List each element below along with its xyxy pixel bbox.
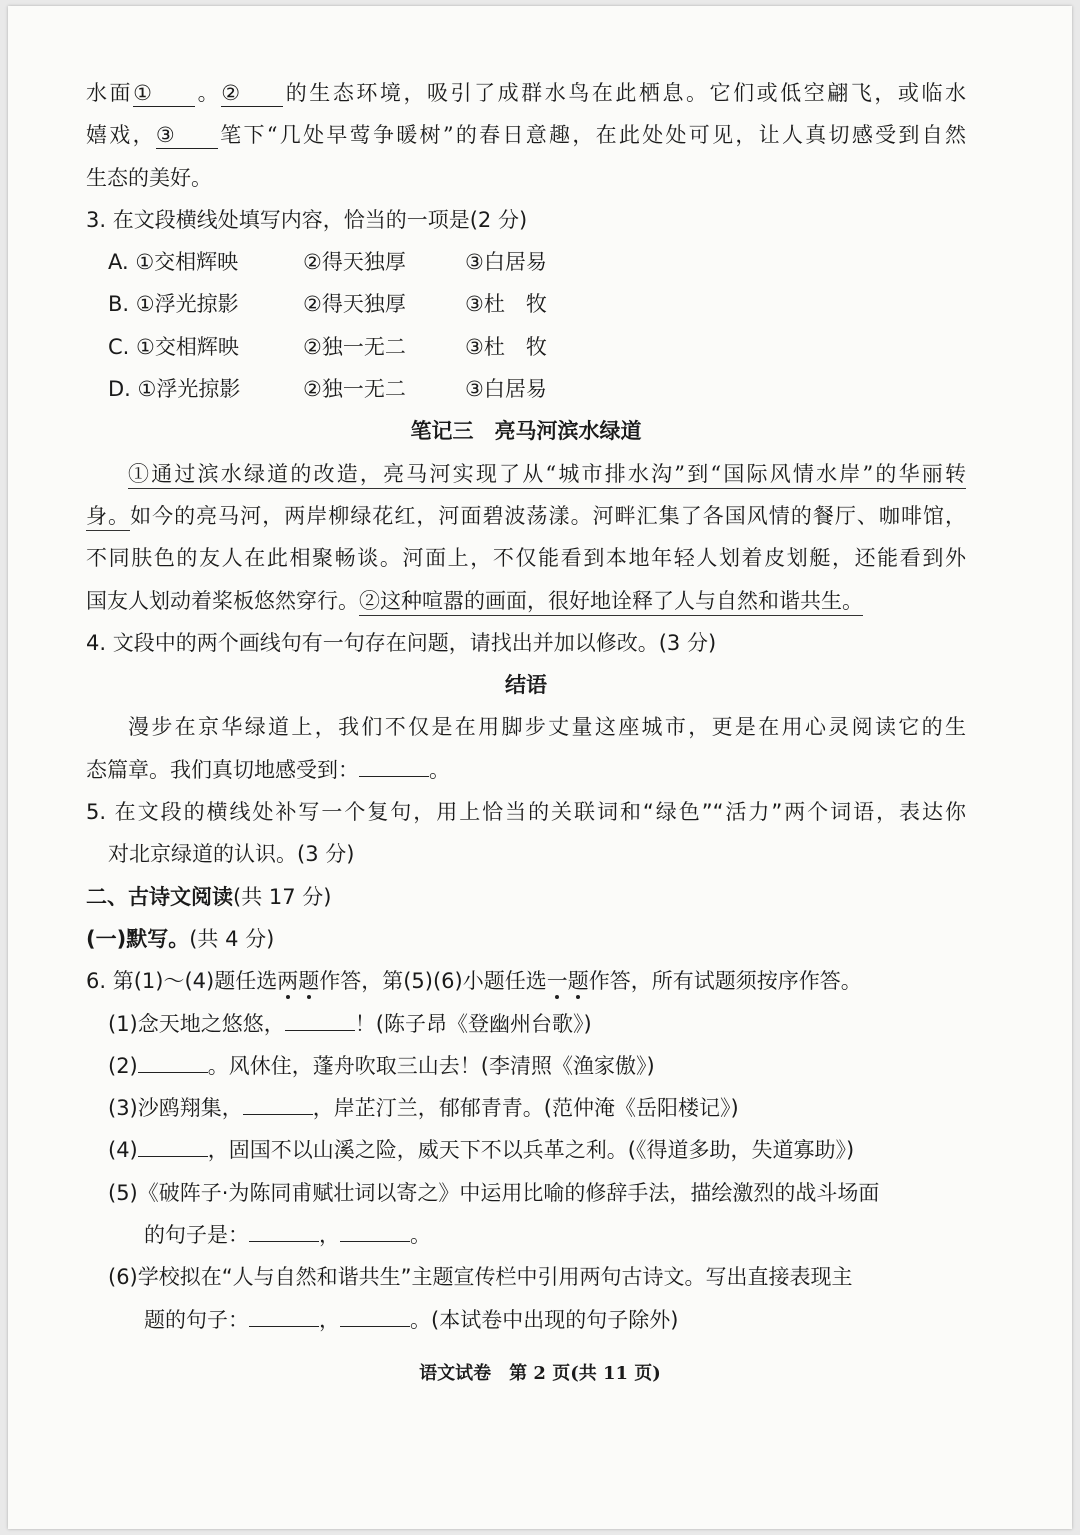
conclusion-blank[interactable] — [359, 776, 429, 777]
passage-line-3: 生态的美好。 — [86, 165, 212, 190]
question-4-stem: 4. 文段中的两个画线句有一句存在问题，请找出并加以修改。(3 分) — [86, 630, 717, 655]
question-6-item-5-cont: 的句子是： ， 。 — [144, 1223, 431, 1248]
passage-line-1: 水面① 。② 的生态环境，吸引了成群水鸟在此栖息。它们或低空翩飞，或临水 — [86, 81, 967, 105]
underlined-sentence-2: ②这种喧嚣的画面，很好地诠释了人与自然和谐共生。 — [359, 589, 863, 616]
conclusion-line-1: 漫步在京华绿道上，我们不仅是在用脚步丈量这座城市，更是在用心灵阅读它的生 — [128, 715, 966, 740]
note-3-title: 笔记三 亮马河滨水绿道 — [410, 419, 642, 444]
question-6-stem: 6. 第(1)～(4)题任选两题作答，第(5)(6)小题任选一题作答，所有试题须按序作答。 — [86, 969, 862, 994]
question-5-line-2: 对北京绿道的认识。(3 分) — [108, 842, 355, 867]
underlined-sentence-1: ①通过滨水绿道的改造，亮马河实现了从“城市排水沟”到“国际风情水岸”的华丽转 — [128, 462, 966, 489]
emphasis-dots-1: 两题 — [277, 969, 320, 994]
answer-blank[interactable] — [285, 1030, 355, 1031]
question-3-option-d[interactable]: D. ①浮光掠影 ②独一无二 ③白居易 — [108, 377, 547, 402]
question-5-line-1: 5. 在文段的横线处补写一个复句，用上恰当的关联词和“绿色”“活力”两个词语，表达你 — [86, 800, 966, 825]
blank-3[interactable]: ③ — [156, 122, 218, 149]
blank-2[interactable]: ② — [221, 80, 283, 107]
blank-1[interactable]: ① — [133, 80, 195, 107]
answer-blank[interactable] — [249, 1326, 319, 1327]
answer-blank[interactable] — [243, 1114, 313, 1115]
answer-blank[interactable] — [138, 1072, 208, 1073]
question-6-item-6-cont: 题的句子： ， 。(本试卷中出现的句子除外) — [144, 1307, 679, 1332]
passage-line-2: 嬉戏，③ 笔下“几处早莺争暖树”的春日意趣，在此处处可见，让人真切感受到自然 — [86, 123, 966, 148]
question-3-option-c[interactable]: C. ①交相辉映 ②独一无二 ③杜 牧 — [108, 334, 547, 359]
conclusion-title: 结语 — [505, 673, 547, 698]
note-3-line-3: 不同肤色的友人在此相聚畅谈。河面上，不仅能看到本地年轻人划着皮划艇，还能看到外 — [86, 546, 966, 571]
section-2-title: 二、古诗文阅读(共 17 分) — [86, 884, 332, 909]
question-6-item-5: (5)《破阵子·为陈同甫赋壮词以寄之》中运用比喻的修辞手法，描绘激烈的战斗场面 — [108, 1180, 880, 1205]
question-6-item-6: (6)学校拟在“人与自然和谐共生”主题宣传栏中引用两句古诗文。写出直接表现主 — [108, 1265, 853, 1290]
exam-page — [8, 6, 1072, 1529]
page-footer: 语文试卷 第 2 页(共 11 页) — [419, 1363, 661, 1384]
emphasis-dots-2: 一题 — [546, 969, 589, 994]
question-6-item-2: (2) 。风休住，蓬舟吹取三山去！(李清照《渔家傲》) — [108, 1053, 655, 1078]
note-3-line-4: 国友人划动着桨板悠然穿行。②这种喧嚣的画面，很好地诠释了人与自然和谐共生。 — [86, 580, 966, 622]
note-3-line-2: 身。如今的亮马河，两岸柳绿花红，河面碧波荡漾。河畔汇集了各国风情的餐厅、咖啡馆， — [86, 495, 966, 537]
question-6-item-3: (3)沙鸥翔集， ，岸芷汀兰，郁郁青青。(范仲淹《岳阳楼记》) — [108, 1096, 739, 1121]
question-6-item-1: (1)念天地之悠悠， ！(陈子昂《登幽州台歌》) — [108, 1011, 592, 1036]
conclusion-line-2: 态篇章。我们真切地感受到： 。 — [86, 757, 450, 782]
question-6-item-4: (4) ，固国不以山溪之险，威天下不以兵革之利。(《得道多助，失道寡助》) — [108, 1138, 855, 1163]
answer-blank[interactable] — [340, 1326, 410, 1327]
question-3-option-a[interactable]: A. ①交相辉映 ②得天独厚 ③白居易 — [108, 250, 547, 275]
answer-blank[interactable] — [249, 1241, 319, 1242]
answer-blank[interactable] — [340, 1241, 410, 1242]
section-2-subtitle: (一)默写。(共 4 分) — [86, 926, 275, 951]
question-3-stem: 3. 在文段横线处填写内容，恰当的一项是(2 分) — [86, 207, 528, 232]
note-3-line-1 — [86, 453, 966, 495]
page-content — [86, 72, 966, 1341]
question-3-option-b[interactable]: B. ①浮光掠影 ②得天独厚 ③杜 牧 — [108, 292, 547, 317]
answer-blank[interactable] — [138, 1156, 208, 1157]
